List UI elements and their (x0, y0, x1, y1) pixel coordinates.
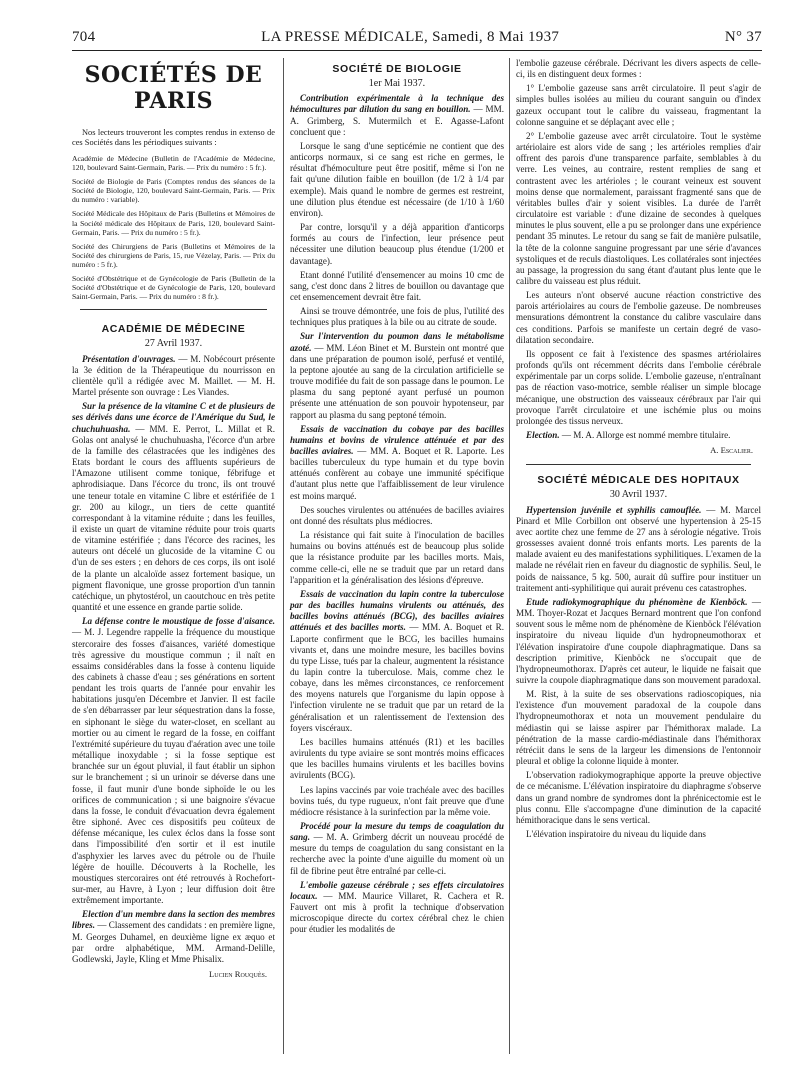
body-paragraph: l'embolie gazeuse cérébrale. Décrivant les divers aspects de celle-ci, ils en distinguent deux formes : (516, 58, 761, 80)
article-text: — M. A. Allorge est nommé membre titulaire. (561, 430, 731, 440)
author-signature: A. Escalier. (710, 445, 753, 456)
article-topic: Essais de vaccination du lapin contre la tuberculose par des bacilles humains virulents ou atténués, des bacilles bovins atténués (BCG), des bacilles aviaires atténués et des bacilles morts. (290, 588, 504, 633)
article-paragraph (290, 821, 504, 877)
article-paragraph (516, 597, 761, 686)
article-paragraph (290, 589, 504, 734)
article-paragraph (72, 354, 275, 399)
periodical-ref: Société Médicale des Hôpitaux de Paris (Bulletins et Mémoires de la Société médicale des Hôpitaux de Paris, 120, boulevard Saint-Germain, Paris. — Prix du numéro : 5 fr.). (72, 209, 275, 237)
section-heading: ACADÉMIE DE MÉDECINE (101, 323, 246, 336)
article-topic: Hypertension juvénile et syphilis camouflée. (526, 504, 702, 515)
body-paragraph: Les lapins vaccinés par voie trachéale avec des bacilles bovins tués, du type rugueux, n'ont fait preuve que d'une médiocre résistance à la surinfection par la même voie. (290, 784, 504, 817)
column-divider (283, 58, 284, 1054)
body-paragraph: M. Rist, à la suite de ses observations radioscopiques, nia l'existence d'un mouvement paradoxal de la coupole dans l'hydropneumothorax et nota un mouvement pendulaire du médiastin qui se laisse aspirer par l'hémithorax malade. La pénétration de la masse cardio-médiastinale dans l'hémithorax rétréciit dans le sens de la largeur les dimensions de l'entonnoir pleural et oblige la colonne liquide à monter. (516, 689, 761, 767)
body-paragraph: Ils opposent ce fait à l'existence des spasmes artériolaires profonds qu'ils ont récemment décrits dans l'embolie cérébrale expérimentale par un corps solide. L'embolie gazeuse, n'entraînant pas de réaction vaso-motrice, semble réaliser un simple blocage mécanique, une obstruction des vaisseaux cérébraux par l'air qui provoque l'arrêt circulatoire et une ischémie plus ou moins prolongée des tissus nerveux. (516, 348, 761, 426)
header-rule (72, 50, 762, 51)
section-divider (526, 464, 751, 465)
body-paragraph: La résistance qui fait suite à l'inoculation de bacilles humains ou bovins atténués est de beaucoup plus solide que la résistance produite par les bacilles morts. Mais, comme celle-ci, elle ne se traduit que par un retard dans l'apparition et la généralisation des lésions d'épreuve. (290, 530, 504, 585)
article-topic: Présentation d'ouvrages. (82, 353, 176, 364)
article-paragraph (290, 331, 504, 420)
author-signature: Lucien Rouquès. (209, 969, 267, 980)
page-number: 704 (72, 28, 96, 45)
article-text: — MM. Thoyer-Rozat et Jacques Bernard montrent que l'on confond souvent sous le même nom de phénomène de Kienböck l'élévation inspiratoire du niveau liquide d'un hydropneumothorax et l'élévation inspiratoire d'une coupole diaphragmatique. Dans sa description primitive, Kienböck ne s'occupait que de l'hydropneumothorax. D'après cet auteur, le liquide ne faisait que suivre la coupole diaphragmatique dans son mouvement paradoxal. (516, 596, 762, 685)
periodical-ref: Académie de Médecine (Bulletin de l'Académie de Médecine, 120, boulevard Saint-Germain, Paris. — Prix du numéro : 5 fr.). (72, 154, 275, 173)
article-text: — MM. A. Boquet et R. Laporte. Les bacilles tuberculeux du type humain et du type bovin atténués confèrent au cobaye une immunité spécifique d'autant plus nette que l'affaiblissement de leur virulence est moins marqué. (290, 446, 504, 501)
article-paragraph (516, 430, 761, 441)
article-topic: Sur l'intervention du poumon dans le métabolisme azoté. (290, 331, 504, 353)
article-topic: Etude radiokymographique du phénomène de Kienböck. (526, 596, 748, 607)
issue-number: N° 37 (724, 28, 762, 45)
running-header (72, 26, 762, 48)
body-paragraph: Lorsque le sang d'une septicémie ne contient que des anticorps normaux, si ce sang est riche en germes, le résultat d'hémoculture peut être positif, même si l'on ne fait qu'une dilution faible en bouillon (de 1/2 à 1/4 par exemple). Mais quand le nombre de germes est restreint, une dilution plus étendue est nécessaire (de 1/10 à 1/60 environ). (290, 140, 504, 218)
body-paragraph: 2° L'embolie gazeuse avec arrêt circulatoire. Tout le système artériolaire est alors vide de sang ; les artérioles remplies d'air offrent des parois d'une transparence parfaite, semblables à du verre. Les veines, au contraire, restent remplies de sang et contrastent avec les artérioles ; le courant veineux est souvent moins dense que normalement, paraissant fragmenté sans que de véritables bulles d'air y soient visibles. La durée de l'arrêt circulatoire est variable : d'une dizaine de secondes à quelques minutes le plus souvent, elle a pu se prolonger dans une expérience pendant 35 minutes. Le retour du sang se fait de manière pulsatile, la tête de la colonne sanguine progressant par une série d'avances systoliques et de reculs diastoliques. Les collatérales sont injectées au passage, la progression du sang étant d'autant plus lente que le calibre du vaisseau est plus réduit. (516, 130, 761, 286)
body-paragraph: Etant donné l'utilité d'ensemencer au moins 10 cmc de sang, c'est donc dans 2 litres de bouillon ou davantage que cet ensemencement devrait être fait. (290, 269, 504, 302)
body-paragraph: Les bacilles humains atténués (R1) et les bacilles avirulents du type aviaire se sont montrés moins efficaces que les bacilles humains virulents et les bacilles bovins avirulents (BCG). (290, 736, 504, 781)
page-title: SOCIÉTÉS DE PARIS (84, 62, 263, 114)
body-paragraph: L'élévation inspiratoire du niveau du liquide dans (526, 829, 706, 839)
article-text: — MM. E. Perrot, L. Millat et R. Golas ont analysé le chuchuhuasha, l'écorce d'un arbre de la famille des célastracées que les indigènes des Etats bordant le cours des affluents supérieurs de l'Amazone utilisent comme tonique, fébrifuge et aphrodisiaque. Dans l'écorce du tronc, ils ont trouvé une teneur totale en vitamine C libre et estérifiée de 1 gr. 200 au kilogr., un tiers de cette quantité correspondant à la vitamine réduite ; dans les feuilles, il existe un quart de vitamine réduite pour trois quarts de vitamine estérifiée ; dans l'écorce des racines, les auteurs ont décelé un glucoside de la vitamine C ou d'un de ses esters ; en dehors de ces corps, ils ont isolé de la plante un alcaloïde assez fortement basique, un pigment flavonique, une grosse proportion d'un tannin catéchique, un phytostérol, un caoutchouc en très petite quantité et une essence en grande partie solide. (72, 423, 275, 613)
section-date: 27 Avril 1937. (144, 338, 203, 350)
column-divider (509, 58, 510, 1054)
article-topic: La défense contre le moustique de fosse d'aisance. (82, 616, 275, 627)
article-topic: Sur la présence de la vitamine C et de plusieurs de ses dérivés dans une écorce de l'Amérique du Sud, le chuchuhuasha. (72, 401, 275, 434)
column-3 (516, 58, 761, 843)
body-paragraph: Les auteurs n'ont observé aucune réaction constrictive des parois artériolaires au cours de l'embolie gazeuse. De nombreuses mensurations démontrent la constance du calibre vasculaire dans ces conditions. Parfois se manifeste un certain degré de vaso-dilatation secondaire. (516, 290, 761, 345)
article-paragraph (72, 616, 275, 906)
body-paragraph: Par contre, lorsqu'il y a déjà apparition d'anticorps formés au cours de l'infection, leur présence peut nécessiter une dilution beaucoup plus étendue (1/200 et davantage). (290, 222, 504, 266)
article-paragraph (290, 93, 504, 138)
article-text: — Classement des candidats : en première ligne, M. Georges Duhamel, en deuxième ligne ex æquo et par ordre alphabétique, MM. Armand-Delille, Godlewski, Jayle, Kling et Mme Phisalix. (72, 920, 275, 964)
article-topic: Essais de vaccination du cobaye par des bacilles humains et bovins de virulence atténuée et par des bacilles aviaires. (290, 423, 504, 456)
article-text: — M. J. Legendre rappelle la fréquence du moustique stercoraire des fosses d'aisances, variété domestique très agressive du moustique commun ; il naît en essaims considérables dans la fosse à contenu liquide des cabinets à chasse d'eau ; ses générations en sortent pendant les trois quarts de l'année pour envahir les habitations jusqu'en Décembre et Janvier. Il est facile de s'en débarrasser par leur séquestration dans la fosse, en siphonant le siège du water-closet, en scellant au mortier ou au ciment le regard de la fosse, en coiffant l'extrémité supérieure du tuyau d'aération avec une toile métallique inoxydable ; si la fosse septique est branchée sur un égout pluvial, il faut établir un siphon sur le branchement ; si un urinoir se déverse dans une fosse, il faut munir d'une bonde siphoïde le ou les orifices de communication ; si une baignoire s'évacue dans la fosse, le conduit d'évacuation devra également être siphoné. Avec ces dispositifs peu coûteux de défense mécanique, les culex éclos dans la fosse sont dans l'impossibilité d'en sortir et il est inutile d'asphyxier les larves avec du pétrole ou de l'huile légère de houille. Découverts à la Rochelle, les moustiques stercoraires ont été retrouvés à Rochefort-sur-mer, au Havre, à Lyon ; leur diffusion doit être extrêmement importante. (72, 627, 276, 906)
article-paragraph (290, 424, 504, 502)
article-topic: Contribution expérimentale à la technique des hémocultures par dilution du sang en bouillon. (290, 93, 504, 115)
article-text: — M. Nobécourt présente la 3e édition de la Thérapeutique du nourrisson en clientèle qu'il a rédigée avec M. Maillet. — M. H. Martel présente son ouvrage : Les Viandes. (72, 353, 276, 398)
section-divider (80, 309, 267, 310)
section-date: 1er Mai 1937. (368, 78, 426, 90)
article-topic: L'embolie gazeuse cérébrale ; ses effets circulatoires locaux. (290, 879, 504, 901)
column-1 (72, 58, 275, 980)
body-paragraph: Des souches virulentes ou atténuées de bacilles aviaires ont donné des résultats plus médiocres. (290, 504, 504, 526)
article-topic: Election d'un membre dans la section des membres libres. (72, 909, 275, 931)
article-topic: Election. (526, 430, 560, 440)
section-date: 30 Avril 1937. (609, 489, 668, 501)
periodical-ref: Société d'Obstétrique et de Gynécologie de Paris (Bulletin de la Société d'Obstétrique et de Gynécologie de Paris, 120, boulevard Saint-Germain, Paris. — Prix du numéro : 8 fr.). (72, 274, 275, 302)
article-topic: Procédé pour la mesure du temps de coagulation du sang. (290, 821, 504, 843)
article-text: — MM. A. Grimberg, S. Mutermilch et E. Agasse-Lafont concluent que : (290, 104, 505, 137)
article-paragraph (72, 401, 275, 613)
intro-note: Nos lecteurs trouveront les comptes rendus in extenso de ces Sociétés dans les périodiques suivants : (72, 128, 275, 147)
section-heading: SOCIÉTÉ DE BIOLOGIE (332, 63, 462, 75)
article-paragraph (290, 880, 504, 936)
article-text: — MM. Maurice Villaret, R. Cachera et R. Fauvert ont mis à profit la technique d'observation microscopique directe du cortex cérébral chez le chien pour étudier les modalités de (290, 890, 504, 935)
article-text: — M. Marcel Pinard et Mlle Corbillon ont observé une hypertension à 25-15 avec aortite chez une femme de 27 ans à sérologie négative. Trois grossesses avaient donné trois enfants morts. Les parents de la malade avaient eu des manifestations syphilitiques. L'examen de la malade ne révélait rien en faveur du diagnostic de syphilis. Seul, le poids de naissance, 5 kg. 500, aurait dû suffire pour instituer un traitement anti-syphilitique qui aurait prévenu ces catastrophes. (516, 504, 761, 593)
article-text: — MM. Léon Binet et M. Burstein ont montré que dans une préparation de poumon isolé, perfusé et ventilé, la peptone ajoutée au sang de la circulation artificielle se trouve modifiée du fait de son passage dans le poumon. Le plasma du sang peptoné ayant perfusé un poumon présente une atténuation de son pouvoir hypotenseur, par rapport au plasma du sang peptoné témoin. (290, 342, 504, 420)
article-paragraph (516, 505, 761, 594)
body-paragraph: Ainsi se trouve démontrée, une fois de plus, l'utilité des techniques plus pratiques à la bile ou au citrate de soude. (290, 306, 504, 328)
article-text: — MM. A. Boquet et R. Laporte confirment que le BCG, les bacilles humains vivants et, dans une moindre mesure, les bacilles bovins du type Lisse, tués par la chaleur, augmentent la résistance du lapin contre la tuberculose. Mais, comme chez le cobaye, dans les mêmes circonstances, ce renforcement des moyens naturels que l'organisme du lapin oppose à l'infection virulente ne se traduit que par un retard de la généralisation et un ralentissement de l'extension des foyers viscéraux. (290, 622, 504, 733)
article-text: — M. A. Grimberg décrit un nouveau procédé de mesure du temps de coagulation du sang consistant en la recherche avec la pointe d'une aiguille du moment où un fil de fibrine peut être entraîné par celle-ci. (290, 832, 504, 876)
article-paragraph (72, 909, 275, 965)
body-paragraph: 1° L'embolie gazeuse sans arrêt circulatoire. Il peut s'agir de simples bulles isolées au milieu du courant sanguin ou d'index gazeux occupant tout le calibre du vaisseau, fragmentant la colonne sanguine et se déplaçant avec elle ; (516, 83, 761, 127)
journal-title: LA PRESSE MÉDICALE, Samedi, 8 Mai 1937 (261, 28, 560, 45)
column-2 (290, 58, 504, 939)
body-paragraph: L'observation radiokymographique apporte la preuve objective de ce mécanisme. L'élévation inspiratoire du diaphragme s'observe dans un grand nombre de syndromes dont la phrénicectomie est le plus connu. Elle s'accompagne d'une diminution de la capacité hémithoracique dans le sens vertical. (516, 770, 761, 825)
periodical-ref: Société des Chirurgiens de Paris (Bulletins et Mémoires de la Société des chirurgiens de Paris, 15, rue Vézelay, Paris. — Prix du numéro : 5 fr.). (72, 241, 275, 269)
section-heading: SOCIÉTÉ MÉDICALE DES HOPITAUX (537, 474, 740, 487)
periodical-ref: Société de Biologie de Paris (Comptes rendus des séances de la Société de Biologie, 120, boulevard Saint-Germain, Paris. — Prix du numéro : variable). (72, 177, 275, 205)
